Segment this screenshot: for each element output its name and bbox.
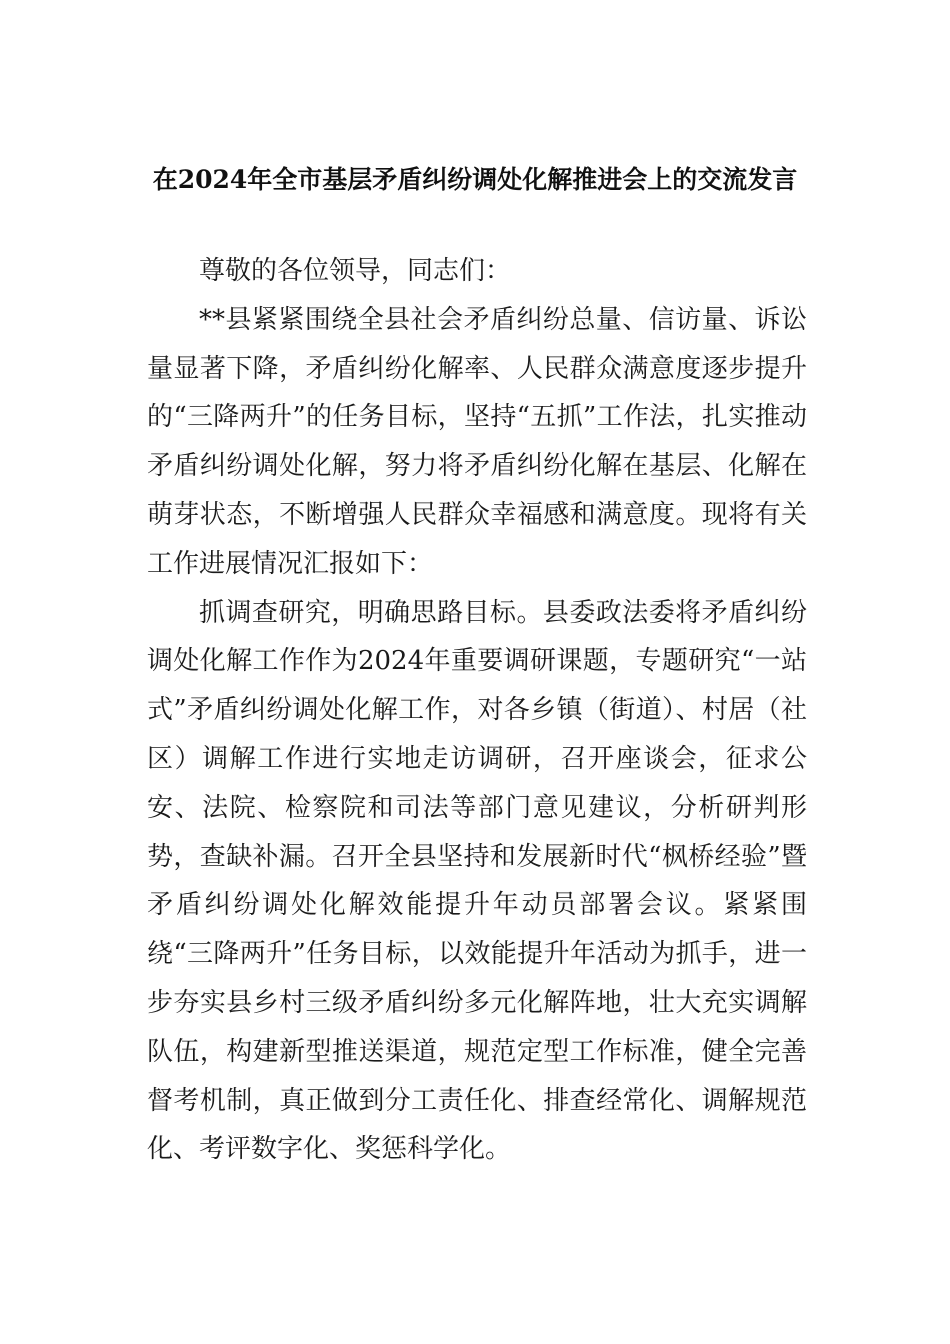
- research-paragraph: 抓调查研究，明确思路目标。县委政法委将矛盾纠纷调处化解工作作为2024年重要调研课题，专题研究“一站式”矛盾纠纷调处化解工作，对各乡镇（街道）、村居（社区）调解工作进行实地走访调研，召开座谈会，征求公安、法院、检察院和司法等部门意见建议，分析研判形势，查缺补漏。召开全县坚持和发展新时代“枫桥经验”暨矛盾纠纷调处化解效能提升年动员部署会议。紧紧围绕“三降两升”任务目标，以效能提升年活动为抓手，进一步夯实县乡村三级矛盾纠纷多元化解阵地，壮大充实调解队伍，构建新型推送渠道，规范定型工作标准，健全完善督考机制，真正做到分工责任化、排查经常化、调解规范化、考评数字化、奖惩科学化。: [147, 597, 807, 1165]
- document-body: [147, 247, 807, 1174]
- intro-paragraph: **县紧紧围绕全县社会矛盾纠纷总量、信访量、诉讼量显著下降，矛盾纠纷化解率、人民群众满意度逐步提升的“三降两升”的任务目标，坚持“五抓”工作法，扎实推动矛盾纠纷调处化解，努力将矛盾纠纷化解在基层、化解在萌芽状态，不断增强人民群众幸福感和满意度。现将有关工作进展情况汇报如下：: [147, 304, 807, 579]
- document-title: 在2024年全市基层矛盾纠纷调处化解推进会上的交流发言: [152, 165, 798, 194]
- salutation-paragraph: 尊敬的各位领导，同志们：: [199, 256, 512, 286]
